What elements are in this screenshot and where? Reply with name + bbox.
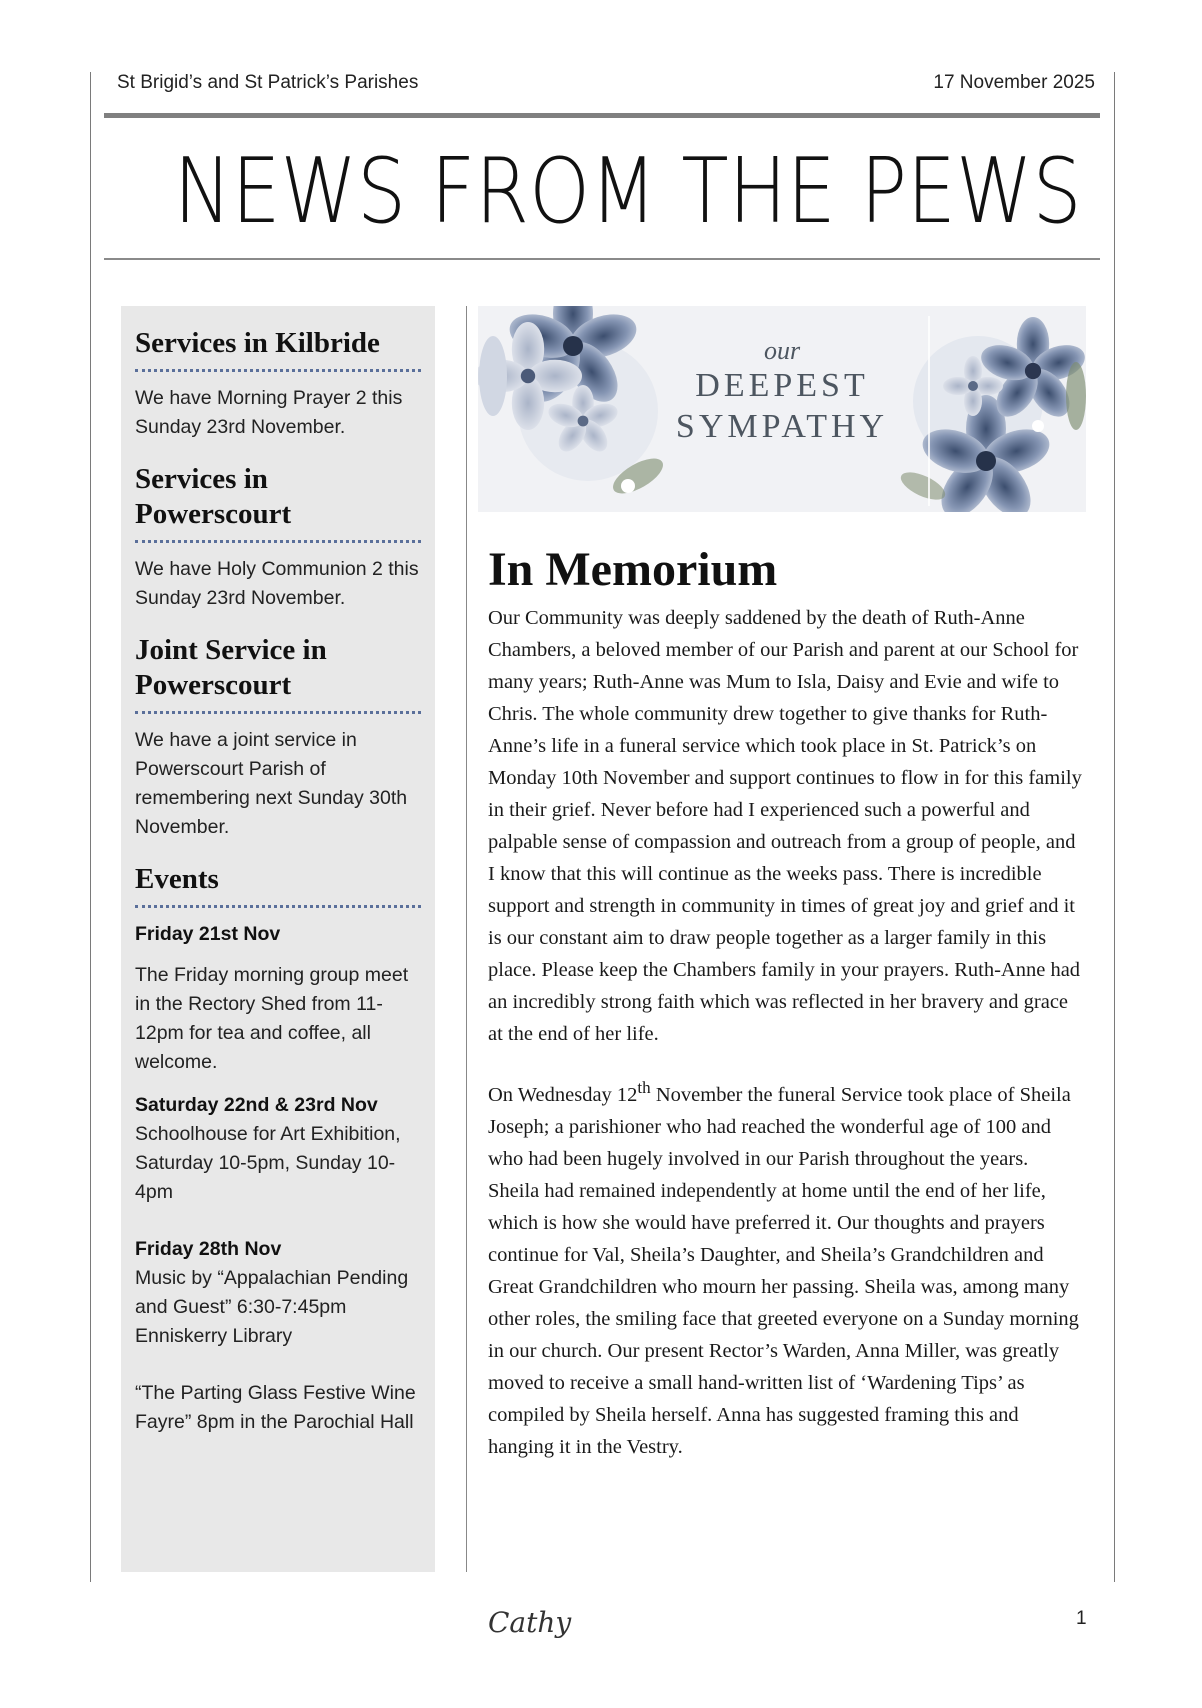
section-title: Services in Kilbride [135, 326, 421, 372]
masthead-title: NEWS FROM THE PEWS [173, 139, 1082, 244]
banner-our: our [763, 336, 801, 365]
event-title: Friday 21st Nov [135, 923, 281, 945]
masthead-rule [104, 258, 1100, 260]
section-joint-service [135, 633, 421, 842]
section-powerscourt [135, 462, 421, 613]
signature: Cathy [488, 1606, 572, 1639]
section-kilbride [135, 326, 421, 442]
sympathy-banner [478, 306, 1086, 512]
banner-line1: DEEPEST [695, 367, 869, 404]
event-text: “The Parting Glass Festive Wine Fayre” 8pm in the Parochial Hall [135, 1382, 416, 1433]
event-item [135, 1379, 421, 1437]
dot-decoration [621, 479, 635, 493]
section-text: We have a joint service in Powerscourt Parish of remembering next Sunday 30th November. [135, 729, 408, 838]
event-title: Saturday 22nd & 23rd Nov [135, 1094, 378, 1116]
section-text: We have Morning Prayer 2 this Sunday 23rd November. [135, 387, 403, 438]
paragraph-rest: November the funeral Service took place of Sheila Joseph; a parishioner who had reached the wonderful age of 100 and who had been hugely involved in our Parish throughout the years. Sheila had remained independently at home until the end of her life, which is how she would have preferred it. Our thoughts and prayers continue for Val, Sheila’s Daughter, and Sheila’s Grandchildren and Great Grandchildren who mourn her passing. Sheila was, among many other roles, the smiling face that greeted everyone on a Sunday morning in our church. Our present Rector’s Warden, Anna Miller, was greatly moved to receive a small hand-written list of ‘Wardening Tips’ as compiled by Sheila herself. Anna has suggested framing this and hanging it in the Vestry. [488, 1083, 1079, 1458]
section-title: Services in Powerscourt [135, 462, 421, 543]
parish-name: St Brigid’s and St Patrick’s Parishes [117, 72, 419, 93]
section-title: Joint Service in Powerscourt [135, 633, 421, 714]
section-title: Events [135, 862, 421, 908]
header-top [117, 68, 1095, 98]
event-text: Schoolhouse for Art Exhibition, Saturday 10-5pm, Sunday 10-4pm [135, 1123, 401, 1203]
article-paragraph [488, 1072, 1084, 1463]
paragraph-start: On Wednesday 12 [488, 1083, 638, 1106]
header-rule [104, 113, 1100, 118]
page-number: 1 [1076, 1608, 1087, 1629]
article-title: In Memorium [488, 543, 778, 596]
issue-date: 17 November 2025 [933, 72, 1095, 93]
ordinal-suffix: th [637, 1078, 651, 1097]
article-body [488, 602, 1084, 1485]
banner-line2: SYMPATHY [675, 408, 889, 445]
column-divider [466, 306, 467, 1572]
banner-text [478, 336, 1086, 448]
event-title: Friday 28th Nov [135, 1238, 282, 1260]
leaf-icon [897, 467, 949, 505]
article-paragraph: Our Community was deeply saddened by the death of Ruth-Anne Chambers, a beloved member of our Parish and parent at our School for many years; Ruth-Anne was Mum to Isla, Daisy and Evie and wife to Chris. The whole community drew together to give thanks for Ruth-Anne’s life in a funeral service which took place in St. Patrick’s on Monday 10th November and support continues to flow in for this family in their grief. Never before had I experienced such a powerful and palpable sense of compassion and outreach from a group of people, and I know that this will continue as the weeks pass. There is incredible support and strength in community in times of great joy and grief and it is our constant aim to draw people together as a larger family in this place. Please keep the Chambers family in your prayers. Ruth-Anne had an incredibly strong faith which was reflected in her bravery and grace at the end of her life. [488, 607, 1082, 1045]
sidebar [121, 306, 435, 1572]
event-text: Music by “Appalachian Pending and Guest” 6:30-7:45pm Enniskerry Library [135, 1267, 409, 1347]
event-item [135, 1091, 421, 1207]
event-item [135, 1235, 421, 1351]
section-text: We have Holy Communion 2 this Sunday 23rd November. [135, 558, 419, 609]
page-border-left [90, 72, 91, 1582]
event-item [135, 920, 421, 1077]
event-text: The Friday morning group meet in the Rectory Shed from 11-12pm for tea and coffee, all welcome. [135, 964, 409, 1073]
page-border-right [1114, 72, 1115, 1582]
section-events [135, 862, 421, 1437]
